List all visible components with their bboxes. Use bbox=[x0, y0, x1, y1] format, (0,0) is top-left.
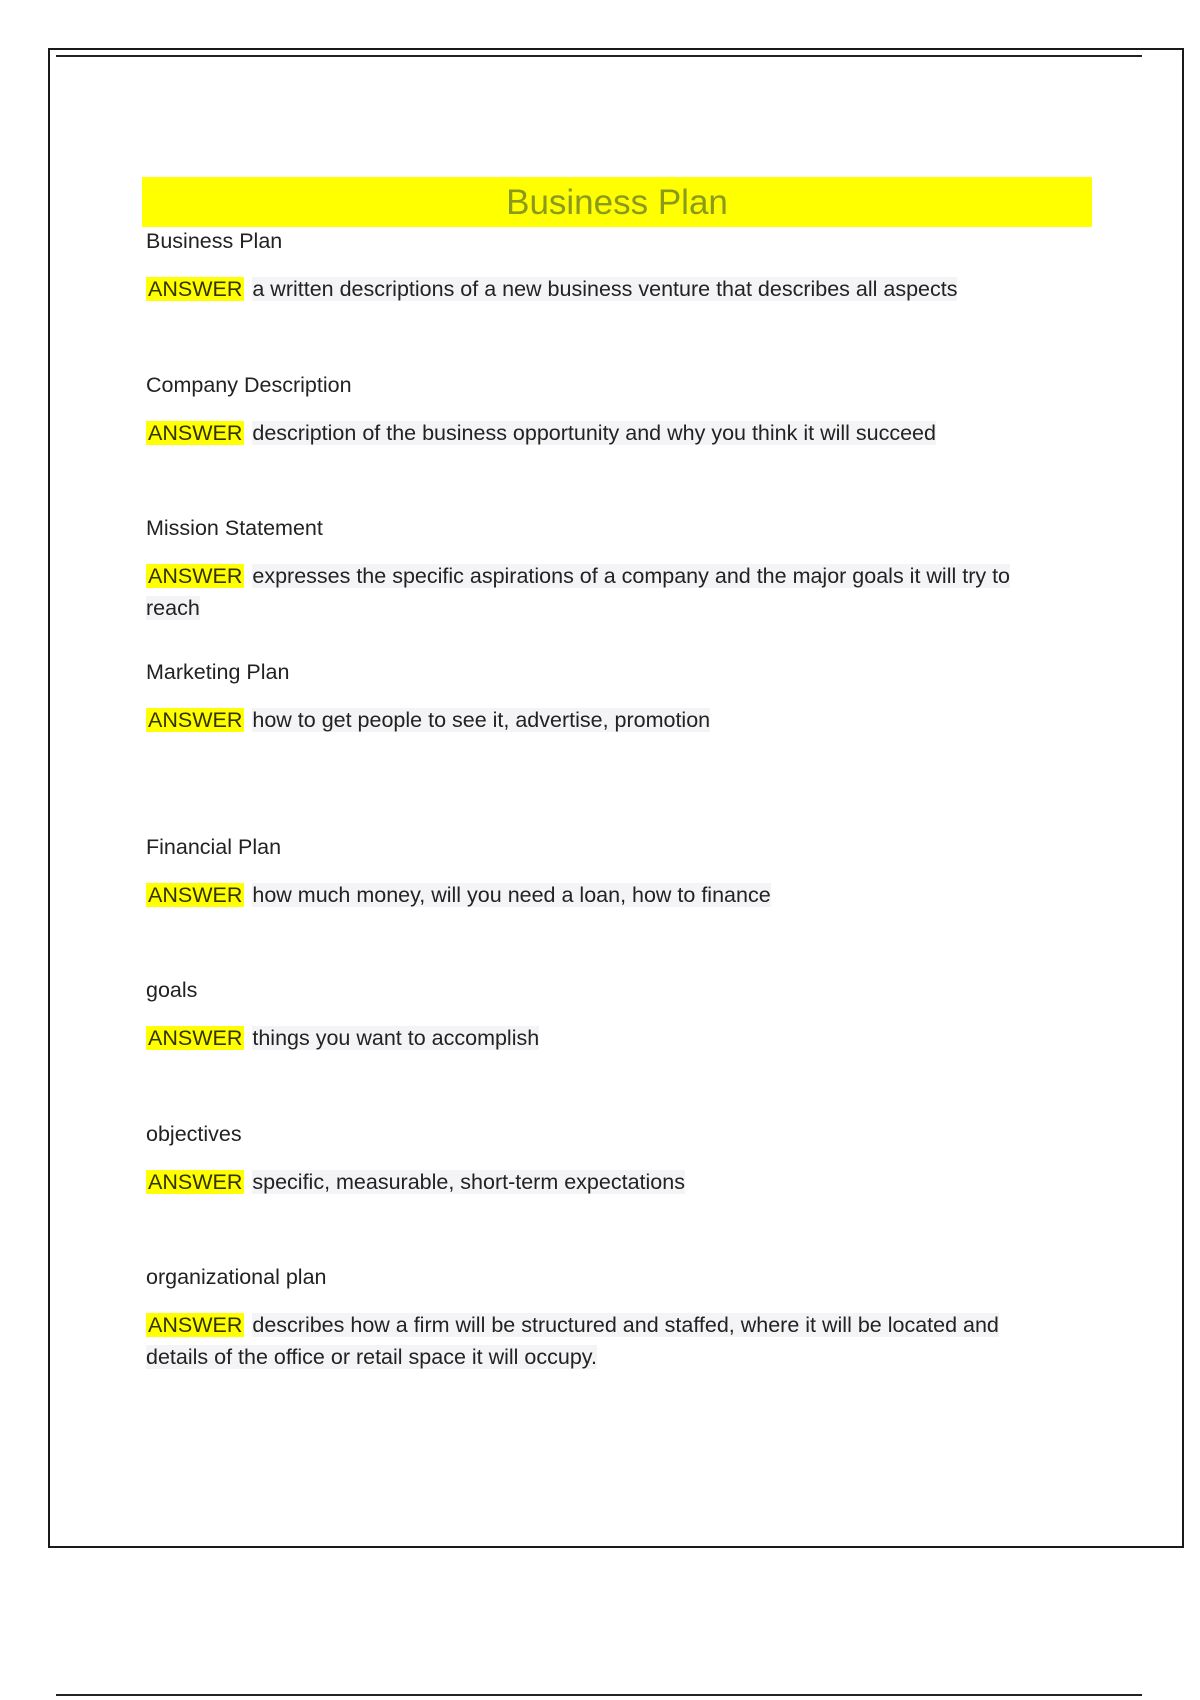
answer-line bbox=[146, 560, 1046, 624]
answer-text: how much money, will you need a loan, how to finance bbox=[252, 882, 771, 907]
qa-item bbox=[142, 833, 1092, 977]
question-text: Company Description bbox=[146, 372, 352, 397]
question-text: goals bbox=[146, 978, 198, 1002]
answer-line bbox=[146, 1022, 1046, 1054]
qa-item bbox=[142, 227, 1092, 371]
answer-text: how to get people to see it, advertise, promotion bbox=[252, 707, 711, 732]
qa-item bbox=[142, 976, 1092, 1120]
answer-line bbox=[146, 1309, 1046, 1373]
question-text: Business Plan bbox=[146, 229, 283, 253]
qa-item bbox=[142, 514, 1092, 658]
answer-text: description of the business opportunity and why you think it will succeed bbox=[252, 420, 936, 445]
answer-label: ANSWER bbox=[148, 564, 243, 588]
answer-line bbox=[146, 417, 1046, 449]
question-text: objectives bbox=[146, 1121, 242, 1146]
title-banner bbox=[142, 177, 1092, 227]
document-body bbox=[142, 177, 1092, 1407]
question-text: Marketing Plan bbox=[146, 659, 290, 684]
answer-line bbox=[146, 879, 1046, 911]
answer-label: ANSWER bbox=[148, 707, 243, 732]
qa-item bbox=[142, 1120, 1092, 1264]
answer-label: ANSWER bbox=[148, 1313, 243, 1337]
qa-list bbox=[142, 227, 1092, 1407]
answer-label: ANSWER bbox=[148, 1026, 243, 1050]
answer-label: ANSWER bbox=[148, 277, 243, 301]
footer-rule bbox=[56, 1694, 1142, 1696]
qa-item bbox=[142, 371, 1092, 515]
answer-text: expresses the specific aspirations of a company and the major goals it will try to reach bbox=[146, 564, 1011, 620]
answer-text: describes how a firm will be structured and staffed, where it will be located and details of the office or retail space it will occupy. bbox=[146, 1313, 999, 1369]
question-text: Mission Statement bbox=[146, 516, 323, 540]
answer-text: things you want to accomplish bbox=[252, 1026, 540, 1050]
question-text: organizational plan bbox=[146, 1265, 327, 1289]
qa-item bbox=[142, 658, 1092, 833]
answer-line bbox=[146, 704, 1046, 736]
answer-line bbox=[146, 1166, 1046, 1198]
page-title: Business Plan bbox=[506, 182, 728, 222]
answer-label: ANSWER bbox=[148, 420, 243, 445]
qa-item bbox=[142, 1263, 1092, 1407]
question-text: Financial Plan bbox=[146, 834, 282, 859]
answer-label: ANSWER bbox=[148, 882, 243, 907]
answer-line bbox=[146, 273, 1046, 305]
answer-label: ANSWER bbox=[148, 1169, 243, 1194]
answer-text: specific, measurable, short-term expectations bbox=[252, 1169, 685, 1194]
answer-text: a written descriptions of a new business venture that describes all aspects bbox=[252, 277, 958, 301]
